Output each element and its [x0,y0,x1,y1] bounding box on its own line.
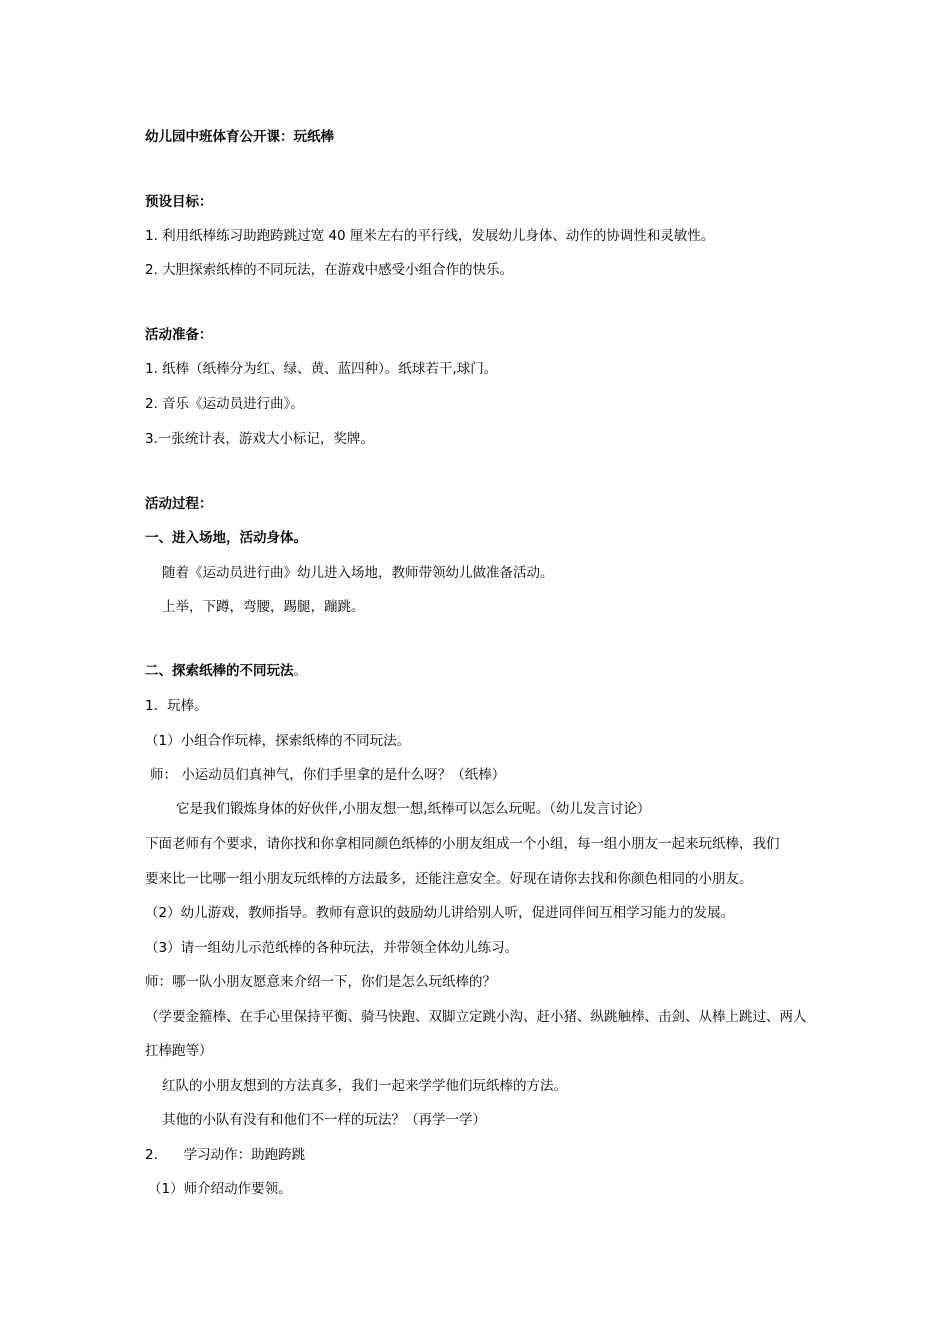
preparation-item: 2. 音乐《运动员进行曲》。 [145,396,304,412]
section2-line: （2）幼儿游戏，教师指导。教师有意识的鼓励幼儿讲给别人听，促进同伴间互相学习能力的发展。 [145,905,735,921]
section2-heading-bold: 二、探索纸棒的不同玩法 [145,663,294,679]
goals-heading: 预设目标： [145,194,213,210]
section2-line: 它是我们锻炼身体的好伙伴,小朋友想一想,纸棒可以怎么玩呢。（幼儿发言讨论） [176,801,651,817]
section2-line: （1）师介绍动作要领。 [148,1181,292,1197]
section1-heading: 一、进入场地，活动身体。 [145,530,307,546]
goal-item: 2. 大胆探索纸棒的不同玩法，在游戏中感受小组合作的快乐。 [145,262,514,278]
section2-line: 其他的小队有没有和他们不一样的玩法？（再学一学） [162,1112,486,1128]
section2-line: （学要金箍棒、在手心里保持平衡、骑马快跑、双脚立定跳小沟、赶小猪、纵跳触棒、击剑、从棒上跳过、两人 [145,1009,807,1025]
section2-line: 师：哪一队小朋友愿意来介绍一下，你们是怎么玩纸棒的？ [145,974,496,990]
preparation-item: 3.一张统计表，游戏大小标记，奖牌。 [145,431,374,447]
process-heading: 活动过程： [145,496,213,512]
section2-line: 红队的小朋友想到的方法真多，我们一起来学学他们玩纸棒的方法。 [162,1078,567,1094]
section2-heading-tail: 。 [293,663,307,679]
section2-line: 要来比一比哪一组小朋友玩纸棒的方法最多，还能注意安全。好现在请你去找和你颜色相同的小朋友。 [145,871,753,887]
section2-line: 下面老师有个要求，请你找和你拿相同颜色纸棒的小朋友组成一个小组，每一组小朋友一起来玩纸棒，我们 [145,836,780,852]
section2-heading [145,661,307,681]
section2-line: 1．玩棒。 [145,698,208,714]
section2-line: 师： 小运动员们真神气，你们手里拿的是什么呀？（纸棒） [150,767,506,783]
goal-item: 1. 利用纸棒练习助跑跨跳过宽 40 厘米左右的平行线，发展幼儿身体、动作的协调性和灵敏性。 [145,228,715,244]
preparation-heading: 活动准备： [145,327,213,343]
section2-line: 扛棒跑等） [145,1043,213,1059]
section2-line: （1）小组合作玩棒，探索纸棒的不同玩法。 [145,733,411,749]
section2-line: 2. 学习动作：助跑跨跳 [145,1147,306,1163]
section1-line: 上举，下蹲，弯腰，踢腿，蹦跳。 [162,599,365,615]
section2-line: （3）请一组幼儿示范纸棒的各种玩法，并带领全体幼儿练习。 [145,940,519,956]
document-title: 幼儿园中班体育公开课：玩纸棒 [145,129,334,145]
preparation-item: 1. 纸棒（纸棒分为红、绿、黄、蓝四种）。纸球若干,球门。 [145,361,498,377]
section1-line: 随着《运动员进行曲》幼儿进入场地，教师带领幼儿做准备活动。 [162,565,554,581]
